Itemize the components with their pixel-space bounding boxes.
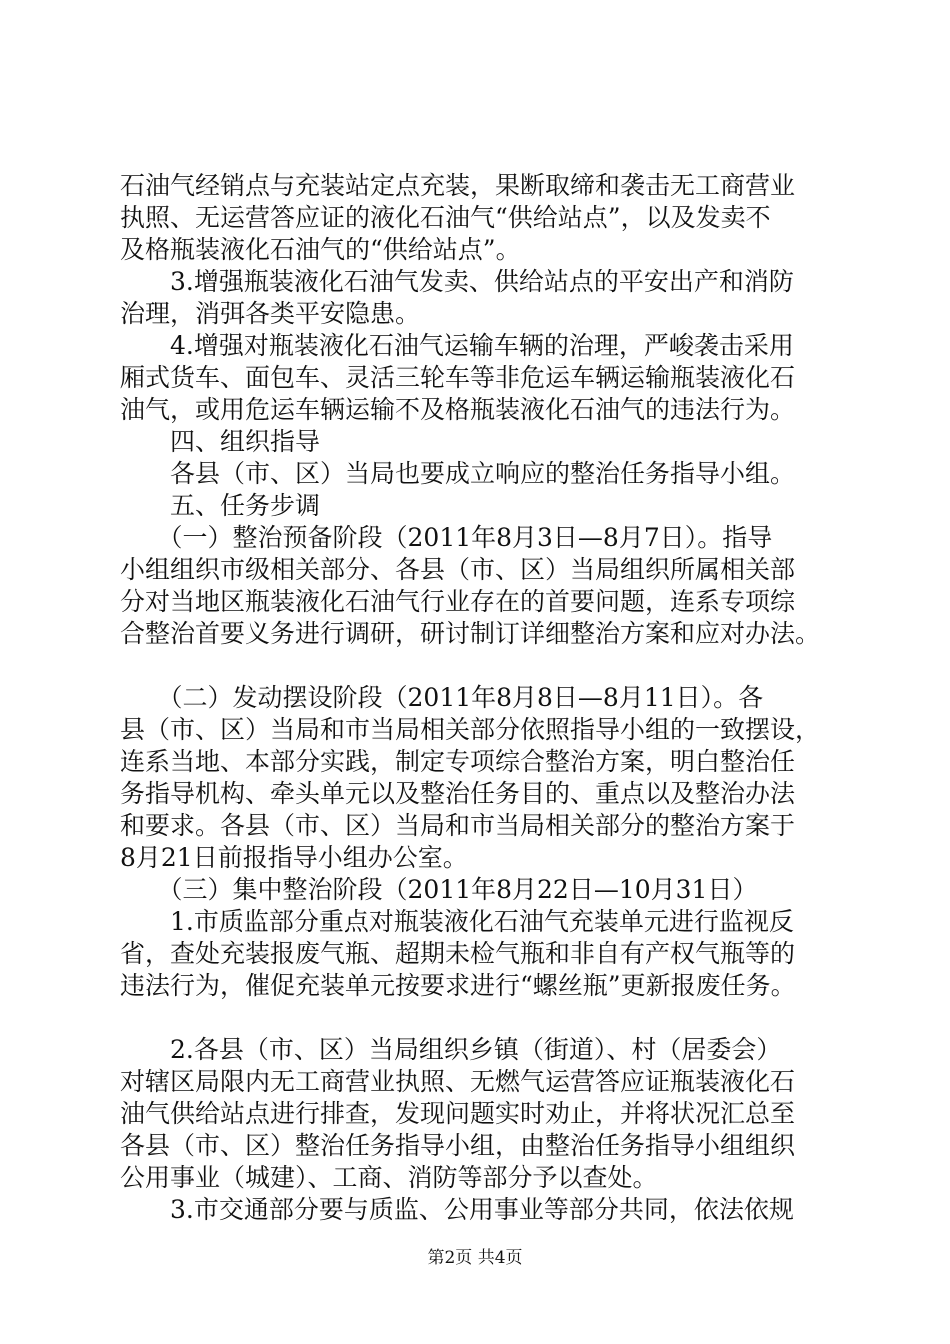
page-footer: 第2页 共4页 xyxy=(427,1248,523,1268)
text-line: 3.增强瓶装液化石油气发卖、供给站点的平安出产和消防 xyxy=(120,267,794,296)
text-line: 合整治首要义务进行调研，研讨制订详细整治方案和应对办法。 xyxy=(120,619,821,648)
text-line: 各县（市、区）整治任务指导小组，由整治任务指导小组组织 xyxy=(120,1131,796,1160)
section-heading: 四、组织指导 xyxy=(120,427,321,456)
text-line: 县（市、区）当局和市当局相关部分依照指导小组的一致摆设， xyxy=(120,715,821,744)
paragraph-gap xyxy=(120,650,840,682)
document-page xyxy=(120,170,840,1226)
section-heading: 五、任务步调 xyxy=(120,491,321,520)
text-line: 公用事业（城建）、工商、消防等部分予以查处。 xyxy=(120,1163,658,1192)
text-line: 和要求。各县（市、区）当局和市当局相关部分的整治方案于 xyxy=(120,811,796,840)
text-line: 分对当地区瓶装液化石油气行业存在的首要问题，连系专项综 xyxy=(120,587,796,616)
text-line: 及格瓶装液化石油气的“供给站点”。 xyxy=(120,235,521,264)
text-line: 8月21日前报指导小组办公室。 xyxy=(120,843,468,872)
text-line: 违法行为，催促充装单元按要求进行“螺丝瓶”更新报废任务。 xyxy=(120,971,796,1000)
text-line: 治理，消弭各类平安隐患。 xyxy=(120,299,421,328)
text-line: 厢式货车、面包车、灵活三轮车等非危运车辆运输瓶装液化石 xyxy=(120,363,796,392)
text-line: 对辖区局限内无工商营业执照、无燃气运营答应证瓶装液化石 xyxy=(120,1067,796,1096)
text-line: 石油气经销点与充装站定点充装，果断取缔和袭击无工商营业 xyxy=(120,171,796,200)
text-line: 2.各县（市、区）当局组织乡镇（街道）、村（居委会） xyxy=(120,1035,782,1064)
text-line: 1.市质监部分重点对瓶装液化石油气充装单元进行监视反 xyxy=(120,907,794,936)
text-line: 连系当地、本部分实践，制定专项综合整治方案，明白整治任 xyxy=(120,747,796,776)
text-line: 油气，或用危运车辆运输不及格瓶装液化石油气的违法行为。 xyxy=(120,395,796,424)
text-line: 4.增强对瓶装液化石油气运输车辆的治理，严峻袭击采用 xyxy=(120,331,794,360)
text-line: 务指导机构、牵头单元以及整治任务目的、重点以及整治办法 xyxy=(120,779,796,808)
text-line: （一）整治预备阶段（2011年8月3日—8月7日）。指导 xyxy=(120,523,773,552)
text-line: 各县（市、区）当局也要成立响应的整治任务指导小组。 xyxy=(120,459,796,488)
text-line: 3.市交通部分要与质监、公用事业等部分共同，依法依规 xyxy=(120,1195,794,1224)
text-line: 油气供给站点进行排查，发现问题实时劝止，并将状况汇总至 xyxy=(120,1099,796,1128)
text-line: 执照、无运营答应证的液化石油气“供给站点”，以及发卖不 xyxy=(120,203,771,232)
text-line: 省，查处充装报废气瓶、超期未检气瓶和非自有产权气瓶等的 xyxy=(120,939,796,968)
text-line: 小组组织市级相关部分、各县（市、区）当局组织所属相关部 xyxy=(120,555,796,584)
text-line: （三）集中整治阶段（2011年8月22日—10月31日） xyxy=(120,875,758,904)
paragraph-gap xyxy=(120,1002,840,1034)
text-line: （二）发动摆设阶段（2011年8月8日—8月11日）。各 xyxy=(120,683,764,712)
